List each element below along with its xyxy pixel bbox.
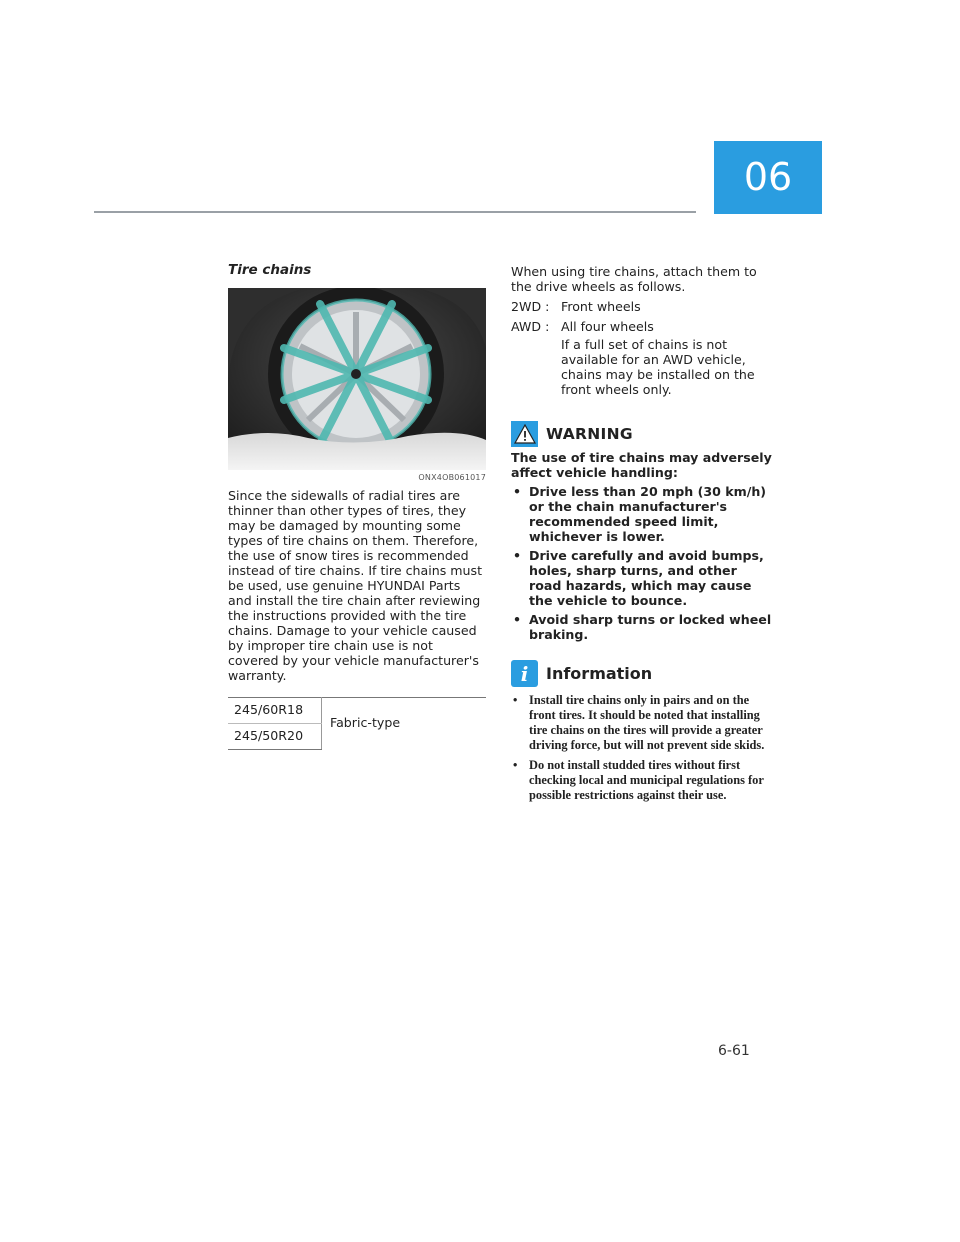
- tire-chain-illustration: [228, 288, 486, 470]
- drive-row: [511, 299, 773, 314]
- information-title: Information: [546, 664, 653, 683]
- drive-value: All four wheels: [561, 319, 654, 334]
- drive-key: AWD :: [511, 319, 550, 334]
- warning-triangle-icon: [511, 421, 538, 447]
- tire-chain-figure: [228, 288, 486, 470]
- list-item: • Avoid sharp turns or locked wheel braking.: [511, 612, 773, 642]
- list-item: • Do not install studded tires without first checking local and municipal regulations for possible restrictions against their use.: [511, 758, 773, 803]
- list-item: • Drive carefully and avoid bumps, holes, sharp turns, and other road hazards, which may cause the vehicle to bounce.: [511, 548, 773, 608]
- drive-key: 2WD :: [511, 299, 550, 314]
- tire-size-cell: 245/50R20: [228, 724, 322, 750]
- warning-lead: The use of tire chains may adversely affect vehicle handling:: [511, 450, 772, 480]
- warning-title: WARNING: [546, 425, 633, 443]
- information-header: [511, 660, 773, 687]
- table-row: [228, 698, 486, 724]
- tire-chain-spec-table: [228, 697, 486, 750]
- awd-note: If a full set of chains is not available for an AWD vehicle, chains may be installed on the front wheels only.: [561, 337, 755, 397]
- tire-size-cell: 245/60R18: [228, 698, 322, 724]
- list-item: • Install tire chains only in pairs and on the front tires. It should be noted that installing tire chains on the tires will provide a greater driving force, but will not prevent side skids.: [511, 693, 773, 753]
- warning-list: [511, 484, 773, 642]
- header-divider: [94, 211, 696, 213]
- list-item: • Drive less than 20 mph (30 km/h) or the chain manufacturer's recommended speed limit, whichever is lower.: [511, 484, 773, 544]
- chapter-badge: 06: [714, 141, 822, 214]
- figure-code: ONX4OB061017: [418, 473, 486, 482]
- information-list: [511, 693, 773, 803]
- right-column: [511, 264, 773, 808]
- drive-row: [511, 319, 773, 334]
- body-paragraph: Since the sidewalls of radial tires are thinner than other types of tires, they may be damaged by mounting some types of tire chains on them. Therefore, the use of snow tires is recommended instead of tire chains. If tire chains must be used, use genuine HYUNDAI Parts and install the tire chain after reviewing the instructions provided with the tire chains. Damage to your vehicle caused by improper tire chain use is not covered by your vehicle manufacturer's warranty.: [228, 488, 483, 683]
- left-column: [228, 262, 486, 750]
- intro-paragraph: When using tire chains, attach them to the drive wheels as follows.: [511, 264, 757, 294]
- section-title: Tire chains: [228, 262, 312, 278]
- warning-header: [511, 421, 773, 447]
- chain-type-cell: Fabric-type: [322, 698, 487, 750]
- page-number: 6-61: [718, 1043, 750, 1059]
- drive-value: Front wheels: [561, 299, 641, 314]
- info-icon: i: [511, 660, 538, 687]
